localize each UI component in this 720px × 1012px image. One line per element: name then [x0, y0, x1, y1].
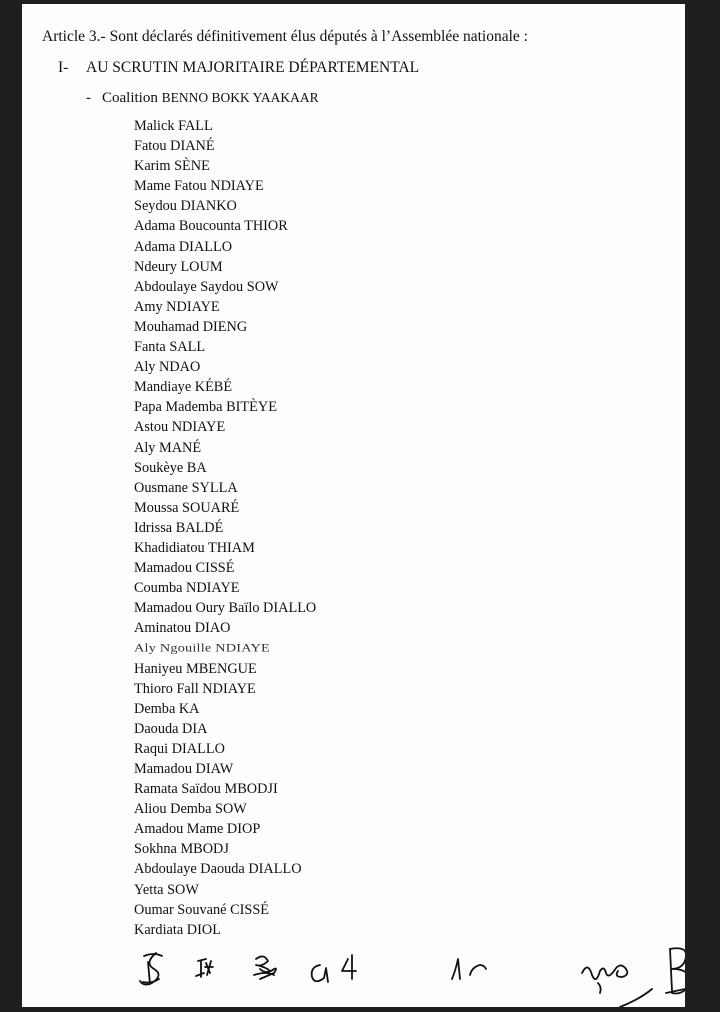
initial-mark-1	[140, 953, 162, 985]
deputy-name: Coumba NDIAYE	[134, 580, 240, 597]
deputy-name: Ousmane SYLLA	[134, 479, 238, 496]
deputy-name: Kardiata DIOL	[134, 921, 221, 938]
deputy-name: Khadidiatou THIAM	[134, 539, 255, 556]
deputy-name: Seydou DIANKO	[134, 198, 237, 215]
deputy-name: Aly Ngouille NDIAYE	[134, 641, 270, 656]
deputy-name: Fatou DIANÉ	[134, 138, 215, 155]
deputy-name: Idrissa BALDÉ	[134, 519, 224, 536]
deputy-name: Abdoulaye Daouda DIALLO	[134, 861, 302, 878]
deputy-name: Mouhamad DIENG	[134, 318, 248, 335]
deputy-name: Karim SÈNE	[134, 158, 210, 175]
deputy-name: Moussa SOUARÉ	[134, 499, 240, 516]
deputy-name: Adama DIALLO	[134, 238, 233, 255]
deputy-name: Mandiaye KÉBÉ	[134, 379, 233, 396]
deputy-name: Aly MANÉ	[134, 439, 202, 456]
deputy-name: Daouda DIA	[134, 720, 208, 737]
deputy-name: Ndeury LOUM	[134, 258, 223, 275]
coalition-name: BENNO BOKK YAAKAAR	[161, 90, 319, 105]
deputy-name: Aliou Demba SOW	[134, 801, 247, 818]
deputy-name: Mame Fatou NDIAYE	[134, 178, 264, 195]
initials-row	[22, 929, 685, 1007]
deputy-name: Abdoulaye Saydou SOW	[134, 278, 279, 295]
deputy-name: Aminatou DIAO	[134, 620, 231, 637]
deputy-name: Sokhna MBODJ	[134, 841, 229, 858]
deputy-name: Aly NDAO	[134, 359, 201, 376]
deputy-name: Amadou Mame DIOP	[134, 821, 261, 838]
coalition-dash: -	[86, 90, 91, 106]
section-heading	[58, 59, 419, 77]
deputy-name: Oumar Souvané CISSÉ	[134, 901, 270, 918]
deputy-list	[134, 116, 316, 940]
deputy-name: Haniyeu MBENGUE	[134, 660, 257, 677]
initial-mark-5	[342, 955, 356, 979]
section-title: AU SCRUTIN MAJORITAIRE DÉPARTEMENTAL	[86, 59, 420, 76]
deputy-name: Malick FALL	[134, 118, 213, 134]
deputy-name: Thioro Fall NDIAYE	[134, 680, 256, 697]
initial-mark-8	[620, 948, 685, 1007]
coalition-prefix: Coalition	[102, 90, 158, 106]
article-heading: Article 3.- Sont déclarés définitivement élus députés à l’Assemblée nationale :	[42, 28, 528, 45]
deputy-name: Yetta SOW	[134, 881, 199, 898]
deputy-name: Mamadou Oury Baïlo DIALLO	[134, 600, 317, 617]
deputy-name: Fanta SALL	[134, 339, 206, 356]
deputy-name: Soukèye BA	[134, 459, 207, 476]
document-page	[22, 4, 685, 1007]
initial-mark-7	[582, 965, 627, 993]
coalition-line	[86, 90, 319, 107]
deputy-name: Demba KA	[134, 700, 200, 717]
section-numeral: I-	[58, 59, 69, 76]
deputy-name: Ramata Saïdou MBODJI	[134, 781, 278, 798]
initial-mark-3	[254, 956, 276, 979]
deputy-name: Mamadou CISSÉ	[134, 560, 235, 577]
initial-mark-4	[312, 965, 328, 982]
deputy-name: Mamadou DIAW	[134, 761, 234, 777]
deputy-name: Amy NDIAYE	[134, 298, 220, 315]
initial-mark-2	[196, 959, 213, 977]
deputy-name: Astou NDIAYE	[134, 419, 226, 436]
deputy-name: Raqui DIALLO	[134, 740, 225, 757]
deputy-name: Adama Boucounta THIOR	[134, 218, 288, 235]
deputy-name: Papa Mademba BITÈYE	[134, 399, 277, 416]
initial-mark-6	[452, 959, 486, 979]
initials-drawing	[22, 929, 685, 1007]
